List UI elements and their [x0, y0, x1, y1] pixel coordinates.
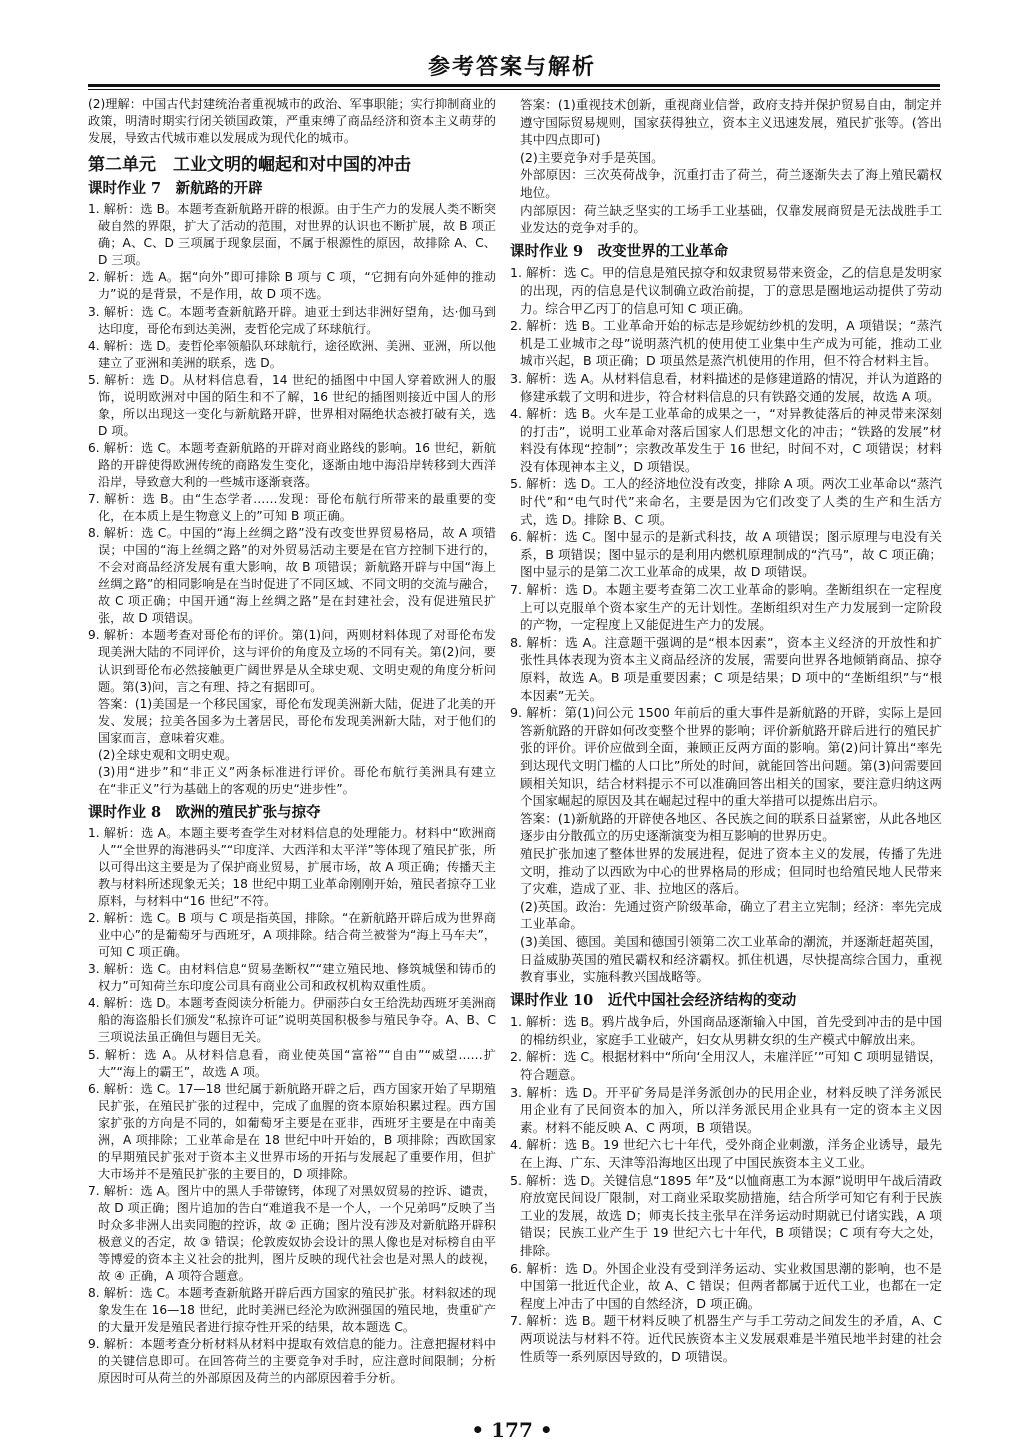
answer-item: 2. 解析：选 A。据“向外”即可排除 B 项与 C 项，“它拥有向外延伸的推动力”说的是背景，不是作用，故 D 项不选。: [88, 270, 496, 302]
header-rule: [88, 84, 940, 87]
page-number: • 177 •: [471, 1418, 553, 1442]
answer-text: 答案：(1)美国是一个移民国家，哥伦布发现美洲新大陆，促进了北美的开发、发展；拉美各国多为土著居民，哥伦布发现美洲新大陆，对于他们的国家而言，意味着灾难。: [98, 696, 496, 745]
answer-item: 9. 解析：本题考查对哥伦布的评价。第(1)问，两则材料体现了对哥伦布发现美洲大陆的不同评价，这与评价的角度及立场的不同有关。第(2)问，要认识到哥伦布必然接触更广阔世界是从全球史观、文明史观的角度分析问题。第(3)问，言之有理、持之有据即可。: [88, 628, 496, 694]
answer-item: 5. 解析：选 D。从材料信息看，14 世纪的插图中中国人穿着欧洲人的服饰，说明欧洲对中国的陌生和不了解，16 世纪的插图则接近中国人的形象，所以出现这一变化与新航路开辟，世界相对隔绝状态被打破有关，选 D 项。: [88, 372, 496, 438]
page-header: [0, 0, 1024, 88]
answer-item: 3. 解析：选 C。本题考查新航路开辟。迪亚士到达非洲好望角，达·伽马到达印度，哥伦布到达美洲，麦哲伦完成了环球航行。: [88, 304, 496, 336]
answer-item: 7. 解析：选 B。题干材料反映了机器生产与手工劳动之间发生的矛盾，A、C 两项说法与材料不符。近代民族资本主义发展艰难是半殖民地半封建的社会性质等一系列原因导致的，D 项错误。: [510, 1313, 942, 1364]
answer-item: 9. 解析：第(1)问公元 1500 年前后的重大事件是新航路的开辟，实际上是回答新航路的开辟如何改变整个世界的影响；评价新航路开辟后进行的殖民扩张的评价。评价应做到全面，兼顾正反两方面的影响。第(2)问计算出“率先到达现代文明门槛的人口比”所处的时间，就能回答出问题。第(3)问需要回顾相关知识，结合材料提示不可以准确回答出相关的国家，要注意归纳这两个国家崛起的原因及其在崛起过程中的重大举措可以提炼出启示。: [510, 705, 942, 809]
answer-item: 6. 解析：选 C。图中显示的是新式科技，故 A 项错误；图示原理与电没有关系，B 项错误；图中显示的是利用内燃机原理制成的“汽马”，故 C 项正确；图中显示的是第二次工业革命的成果，故 D 项错误。: [510, 529, 942, 580]
answer-item: 1. 解析：选 B。本题考查新航路开辟的根源。由于生产力的发展人类不断突破自然的界限，扩大了活动的范围，对世界的认识也不断扩展，故 B 项正确；A、C、D 三项属于现象层面，不属于根源性的原因，故排除 A、C、D 三项。: [88, 202, 496, 268]
answer-text: (2)全球史观和文明史观。: [98, 747, 238, 762]
unit-title: 第二单元 工业文明的崛起和对中国的冲击: [88, 155, 411, 176]
answer-item: 1. 解析：选 C。甲的信息是殖民掠夺和奴隶贸易带来资金，乙的信息是发明家的出现，丙的信息是代议制确立政治前提，丁的意思是圈地运动提供了劳动力。综合甲乙丙丁的信息可知 C 项正确。: [510, 265, 942, 316]
answer-item: 7. 解析：选 D。本题主要考查第二次工业革命的影响。垄断组织在一定程度上可以克服单个资本家生产的无计划性。垄断组织对生产力发展到一定阶段的产物，一定程度上又能促进生产力的发展。: [510, 582, 942, 633]
right-column: [510, 96, 942, 1365]
answer-text: 答案：(1)新航路的开辟使各地区、各民族之间的联系日益紧密，从此各地区逐步由分散孤立的历史逐渐演变为相互影响的世界历史。: [520, 810, 942, 844]
answer-item: 4. 解析：选 D。麦哲伦率领船队环球航行，途径欧洲、美洲、亚洲，所以他建立了亚洲和美洲的联系，选 D。: [88, 338, 496, 370]
answer-item: 3. 解析：选 D。开平矿务局是洋务派创办的民用企业，材料反映了洋务派民用企业有了民间资本的加入，所以洋务派民用企业具有一定的资本主义因素。材料不能反映 A、C 两项，B 项错误。: [510, 1084, 942, 1135]
header-rule-thin: [88, 89, 940, 90]
lesson-title: 课时作业 9 改变世界的工业革命: [510, 242, 729, 260]
answer-item: 1. 解析：选 B。鸦片战争后，外国商品逐渐输入中国，首先受到冲击的是中国的棉纺织业，家庭手工业破产，妇女从男耕女织的生产模式中解放出来。: [510, 1014, 942, 1047]
answer-item: 3. 解析：选 A。从材料信息看，材料描述的是修建道路的情况，并认为道路的修建承载了文明和进步，符合材料信息的只有铁路交通的发展，故选 A 项。: [510, 370, 942, 404]
answer-item: 3. 解析：选 C。由材料信息“贸易垄断权”“建立殖民地、修筑城堡和铸币的权力”可知荷兰东印度公司具有商业公司和政权机构双重性质。: [88, 962, 496, 994]
lesson-title: 课时作业 7 新航路的开辟: [88, 180, 263, 198]
lesson-title: 课时作业 8 欧洲的殖民扩张与掠夺: [88, 803, 321, 821]
answer-text: (3)用“进步”和“非正义”两条标准进行评价。哥伦布航行美洲具有建立在“非正义”行为基础上的客观的历史“进步性”。: [98, 764, 496, 796]
answer-text: (2)英国。政治：先通过资产阶级革命，确立了君主立宪制；经济：率先完成工业革命。: [520, 898, 942, 932]
answer-item: 5. 解析：选 A。从材料信息看，商业使英国“富裕”“自由”“威望……扩大”“海上的霸王”，故选 A 项。: [88, 1047, 496, 1079]
answer-item: 2. 解析：选 B。工业革命开始的标志是珍妮纺纱机的发明，A 项错误；“蒸汽机是工业城市之母”说明蒸汽机的使用使工业集中生产成为可能，推动工业城市兴起，B 项正确；D 项虽然是蒸汽机使用的作用，但不符合材料主旨。: [510, 318, 942, 369]
answer-item: 9. 解析：本题考查分析材料从材料中提取有效信息的能力。注意把握材料中的关键信息即可。在回答荷兰的主要竞争对手时，应注意时间限制；分析原因时可从荷兰的外部原因及荷兰的内部原因着手分析。: [88, 1337, 496, 1386]
answer-item: 8. 解析：选 C。中国的“海上丝绸之路”没有改变世界贸易格局，故 A 项错误；中国的“海上丝绸之路”的对外贸易活动主要是在官方控制下进行的，不会对商品经济发展有重大影响，故 B 项错误；新航路开辟与中国“海上丝绸之路”的相同影响是在当时促进了不同区域、不同文明的交流与融合，故 C 项正确；中国开通“海上丝绸之路”是在封建社会，没有促进殖民扩张，故 D 项错误。: [88, 526, 496, 626]
answer-item: 7. 解析：选 A。图片中的黑人手带镣铐，体现了对黑奴贸易的控诉、谴责，故 D 项正确；图片追加的告白“难道我不是一个人，一个兄弟吗”反映了当时众多非洲人出卖同胞的控诉，故 ② 正确；图片没有涉及对新航路开辟积极意义的否定，故 ③ 错误；伦敦废奴协会设计的黑人像也是对标榜自由平等博爱的资本主义社会的批判，图片反映的现代社会也是对黑人的歧视，故 ④ 正确，A 项符合题意。: [88, 1183, 496, 1284]
answer-item: 5. 解析：选 D。工人的经济地位没有改变，排除 A 项。两次工业革命以“蒸汽时代”和“电气时代”来命名，主要是因为它们改变了人类的生产和生活方式，选 D。排除 B、C 项。: [510, 476, 942, 527]
answer-item: 6. 解析：选 C。17—18 世纪属于新航路开辟之后，西方国家开始了早期殖民扩张，在殖民扩张的过程中，完成了血腥的资本原始积累过程。西方国家扩张的方向是不同的，如葡萄牙主要是在亚非，西班牙主要是在中南美洲，A 项排除；工业革命是在 18 世纪中叶开始的，B 项排除；西欧国家的早期殖民扩张对于资本主义世界市场的开拓与发展起了重要作用，但扩大市场并不是殖民扩张的主要目的，D 项排除。: [88, 1081, 496, 1181]
answer-item: 1. 解析：选 A。本题主要考查学生对材料信息的处理能力。材料中“欧洲商人”“全世界的海港码头”“印度洋、大西洋和太平洋”等体现了殖民扩张，所以可得出这主要是为了保护商业贸易，扩展市场，故 A 项正确；传播天主教与材料所述现象无关；18 世纪中期工业革命刚刚开始，殖民者掠夺工业原料，与材料中“16 世纪”不符。: [88, 825, 496, 909]
answer-item: 6. 解析：选 D。外国企业没有受到洋务运动、实业救国思潮的影响，也不是中国第一批近代企业，故 A、C 错误；但两者都属于近代工业，也都在一定程度上冲击了中国的自然经济，D 项正确。: [510, 1260, 942, 1311]
answer-item: 8. 解析：选 C。本题考查新航路开辟后西方国家的殖民扩张。材料叙述的现象发生在 16—18 世纪，此时美洲已经沦为欧洲强国的殖民地，贵重矿产的大量开发是殖民者进行掠夺性开采的结果，故本题选 C。: [88, 1286, 496, 1335]
answer-item: 7. 解析：选 B。由“生态学者……发现：哥伦布航行所带来的最重要的变化，在本质上是生物意义上的”可知 B 项正确。: [88, 492, 496, 524]
answer-text: (2)主要竞争对手是英国。: [520, 149, 664, 165]
answer-text: 内部原因：荷兰缺乏坚实的工场手工业基础，仅靠发展商贸是无法战胜手工业发达的竞争对手的。: [520, 202, 942, 236]
answer-text: 外部原因：三次英荷战争，沉重打击了荷兰，荷兰逐渐失去了海上殖民霸权地位。: [520, 167, 942, 200]
answer-text: (3)美国、德国。美国和德国引领第二次工业革命的潮流，并逐渐赶超英国，日益威胁英国的殖民霸权和经济霸权。抓住机遇，尽快提高综合国力，重视教育事业，实施科教兴国战略等。: [520, 933, 942, 985]
answer-item: 4. 解析：选 D。本题考查阅读分析能力。伊丽莎白女王给洗劫西班牙美洲商船的海盗船长们颁发“私掠许可证”说明英国积极参与殖民争夺。A、B、C 三项说法虽正确但与题目无关。: [88, 996, 496, 1045]
answer-item: 4. 解析：选 B。火车是工业革命的成果之一，“对异教徒落后的神灵带来深刻的打击”，说明工业革命对落后国家人们思想文化的冲击；“铁路的发展”材料没有体现“控制”；宗教改革发生于 16 世纪，时间不对，C 项错误；材料没有体现神本主义，D 项错误。: [510, 406, 942, 474]
paragraph: (2)理解：中国古代封建统治者重视城市的政治、军事职能；实行抑制商业的政策，明清时期实行闭关锁国政策，严重束缚了商品经济和资本主义萌芽的发展，导致古代城市难以发展成为现代化的城市。: [88, 97, 496, 146]
header-title: 参考答案与解析: [427, 54, 596, 80]
answer-item: 2. 解析：选 C。B 项与 C 项是指英国，排除。“在新航路开辟后成为世界商业中心”的是葡萄牙与西班牙，A 项排除。结合荷兰被誉为“海上马车夫”，可知 C 项正确。: [88, 911, 496, 960]
answer-item: 4. 解析：选 B。19 世纪六七十年代，受外商企业刺激，洋务企业诱导，最先在上海、广东、天津等沿海地区出现了中国民族资本主义工业。: [510, 1137, 942, 1171]
answer-item: 5. 解析：选 D。关键信息“1895 年”及“以恤商惠工为本源”说明甲午战后清政府放宽民间设厂限制，对工商业采取奖励措施，结合所学可知它有利于民族工业的发展，故选 D；师夷长技主张早在洋务运动时期就已付诸实践，A 项错误；民族工业产生于 19 世纪六七十年代，B 项错误；C 项有夸大之处，排除。: [510, 1172, 942, 1258]
answer-text: 答案：(1)重视技术创新，重视商业信誉，政府支持并保护贸易自由，制定并遵守国际贸易规则，国家获得独立，资本主义迅速发展，殖民扩张等。(答出其中四点即可): [520, 97, 942, 148]
lesson-title: 课时作业 10 近代中国社会经济结构的变动: [510, 991, 797, 1009]
left-column: [88, 96, 496, 1387]
answer-item: 8. 解析：选 A。注意题干强调的是“根本因素”，资本主义经济的开放性和扩张性具体表现为资本主义商品经济的发展，需要向世界各地倾销商品、掠夺原料，故选 A。B 项是重要因素；C 项是结果；D 项中的“垄断组织”与“根本因素”无关。: [510, 634, 942, 703]
answer-text: 殖民扩张加速了整体世界的发展进程，促进了资本主义的发展，传播了先进文明，推动了以西欧为中心的世界格局的形成；但同时也给殖民地人民带来了灾难，造成了亚、非、拉地区的落后。: [520, 845, 942, 897]
answer-item: 6. 解析：选 C。本题考查新航路的开辟对商业路线的影响。16 世纪，新航路的开辟使得欧洲传统的商路发生变化，逐渐由地中海沿岸转移到大西洋沿岸，导致意大利的一些城市逐渐衰落。: [88, 440, 496, 489]
answer-item: 2. 解析：选 C。根据材料中“所向‘全用汉人，未雇洋匠’”可知 C 项明显错误，符合题意。: [510, 1049, 942, 1083]
